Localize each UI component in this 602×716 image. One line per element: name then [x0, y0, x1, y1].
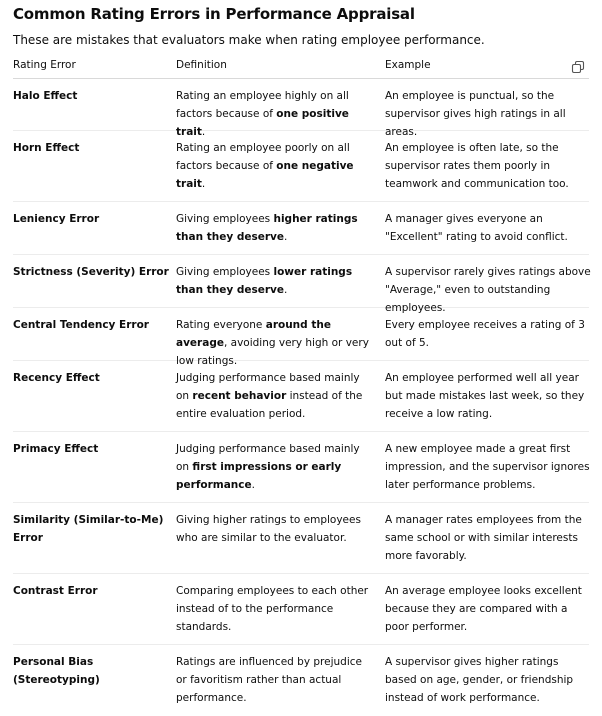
- rating-error-name: Primacy Effect: [13, 443, 99, 455]
- rating-error-name: Similarity (Similar-to-Me) Error: [13, 514, 164, 544]
- example-cell: A supervisor gives higher ratings based on age, gender, or friendship instead of work performance.: [385, 656, 574, 704]
- definition-cell: Rating an employee poorly on all factors because of one negative trait.: [176, 142, 354, 190]
- table-row: [13, 574, 589, 645]
- table-row: [13, 361, 589, 432]
- rating-error-name: Leniency Error: [13, 213, 100, 225]
- example-cell: A supervisor rarely gives ratings above "Average," even to outstanding employees.: [385, 266, 591, 314]
- rating-error-name: Horn Effect: [13, 142, 80, 154]
- header-example: Example: [385, 59, 431, 71]
- table-header: [13, 56, 589, 79]
- page-subtitle: These are mistakes that evaluators make when rating employee performance.: [13, 33, 485, 47]
- table-row: [13, 131, 589, 202]
- definition-cell: Judging performance based mainly on first impressions or early performance.: [176, 443, 360, 491]
- example-cell: A new employee made a great first impression, and the supervisor ignores later performance problems.: [385, 443, 590, 491]
- rating-error-name: Halo Effect: [13, 90, 78, 102]
- example-cell: An average employee looks excellent because they are compared with a poor performer.: [385, 585, 582, 633]
- table-row: [13, 308, 589, 367]
- rating-errors-table: [13, 56, 589, 715]
- example-cell: An employee is punctual, so the supervisor gives high ratings in all areas.: [385, 90, 566, 138]
- example-cell: A manager rates employees from the same school or with similar interests more favorably.: [385, 514, 582, 562]
- rating-error-name: Personal Bias (Stereotyping): [13, 656, 100, 686]
- rating-error-name: Contrast Error: [13, 585, 98, 597]
- table-row: [13, 255, 591, 314]
- copy-icon[interactable]: [571, 59, 585, 73]
- rating-error-name: Central Tendency Error: [13, 319, 149, 331]
- definition-cell: Giving employees lower ratings than they deserve.: [176, 266, 353, 296]
- rating-error-name: Recency Effect: [13, 372, 100, 384]
- page-title: Common Rating Errors in Performance Appraisal: [13, 5, 415, 23]
- definition-cell: Comparing employees to each other instead of to the performance standards.: [176, 585, 369, 633]
- example-cell: An employee is often late, so the supervisor rates them poorly in teamwork and communication too.: [385, 142, 569, 190]
- header-rating-error: Rating Error: [13, 59, 76, 71]
- definition-cell: Rating an employee highly on all factors because of one positive trait.: [176, 90, 349, 138]
- header-definition: Definition: [176, 59, 227, 71]
- definition-cell: Judging performance based mainly on recent behavior instead of the entire evaluation period.: [176, 372, 363, 420]
- table-row: [13, 645, 589, 715]
- definition-cell: Giving employees higher ratings than they deserve.: [176, 213, 358, 243]
- table-row: [13, 202, 589, 255]
- rating-error-name: Strictness (Severity) Error: [13, 266, 169, 278]
- example-cell: A manager gives everyone an "Excellent" rating to avoid conflict.: [385, 213, 568, 243]
- definition-cell: Giving higher ratings to employees who are similar to the evaluator.: [176, 514, 361, 544]
- example-cell: Every employee receives a rating of 3 out of 5.: [385, 319, 585, 349]
- table-row: [13, 432, 589, 503]
- definition-cell: Ratings are influenced by prejudice or favoritism rather than actual performance.: [176, 656, 362, 704]
- table-row: [13, 79, 589, 138]
- table-row: [13, 503, 589, 574]
- example-cell: An employee performed well all year but made mistakes last week, so they receive a low rating.: [385, 372, 585, 420]
- definition-cell: Rating everyone around the average, avoiding very high or very low ratings.: [176, 319, 369, 367]
